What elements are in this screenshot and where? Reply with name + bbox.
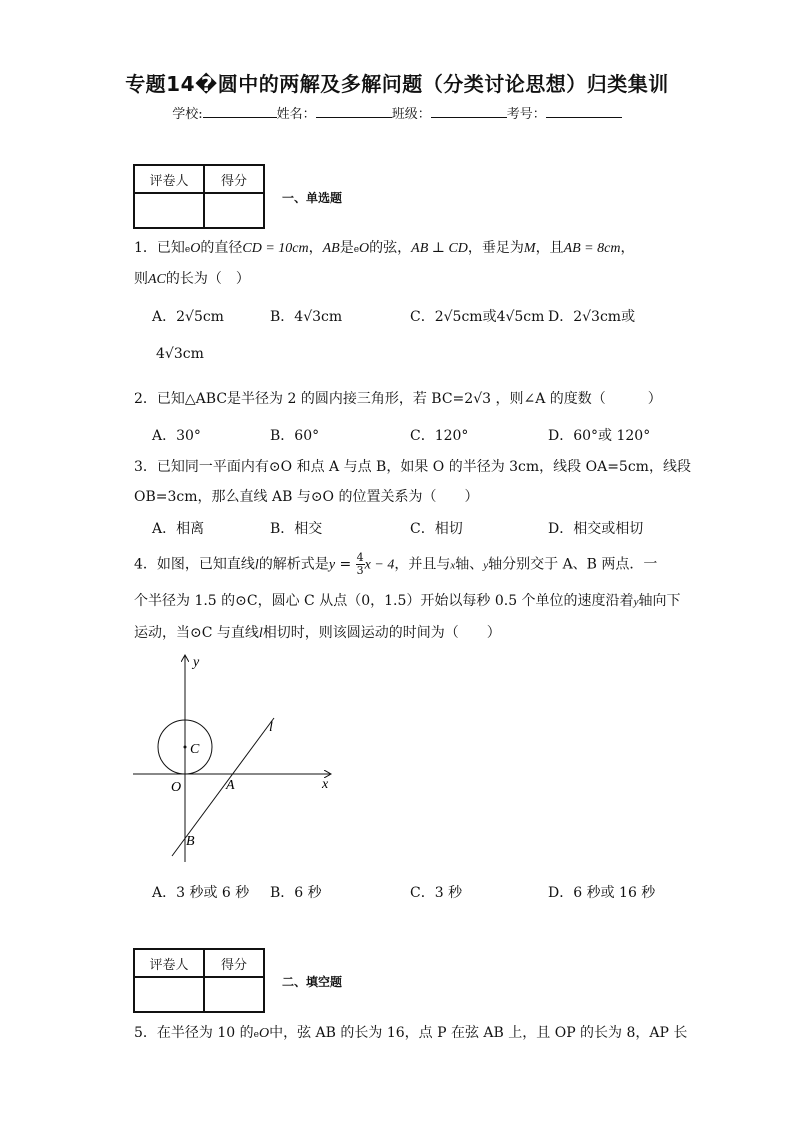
q1-option-a[interactable]: A．2√5cm <box>152 309 224 325</box>
school-label: 学校: <box>172 107 203 122</box>
point-a-label: A <box>226 778 235 793</box>
q2-option-a[interactable]: A．30° <box>152 428 201 444</box>
name-blank[interactable] <box>316 103 392 118</box>
page-title: 专题14�圆中的两解及多解问题（分类讨论思想）归类集训 <box>125 72 669 96</box>
q4-option-a[interactable]: A．3 秒或 6 秒 <box>152 885 250 901</box>
y-axis-label: y <box>193 655 200 670</box>
q3-option-c[interactable]: C．相切 <box>410 521 463 537</box>
q2-option-d[interactable]: D．60°或 120° <box>548 428 651 444</box>
grader-cell-2[interactable] <box>134 977 204 1012</box>
q4-option-b[interactable]: B．6 秒 <box>270 885 322 901</box>
number-label: 考号： <box>506 107 546 122</box>
line-l-label: l <box>269 720 273 735</box>
grader-header-2: 评卷人 <box>134 949 204 977</box>
question-1-line-1: 1．已知eO的直径CD = 10cm，AB是eO的弦，AB ⊥ CD，垂足为M，且AB = 8cm， <box>134 240 635 256</box>
point-b-label: B <box>186 834 195 849</box>
score-table-1 <box>133 164 265 229</box>
q1-option-d-cont: 4√3cm <box>156 346 204 362</box>
score-table-2 <box>133 948 265 1013</box>
score-header: 得分 <box>204 165 264 193</box>
q1-option-b[interactable]: B．4√3cm <box>270 309 343 325</box>
question-4-line-3: 运动，当⊙C 与直线l相切时，则该圆运动的时间为（ ） <box>134 625 501 641</box>
q3-option-d[interactable]: D．相交或相切 <box>548 521 644 537</box>
section-title-single-choice: 一、单选题 <box>282 191 343 205</box>
grader-header: 评卷人 <box>134 165 204 193</box>
score-header-2: 得分 <box>204 949 264 977</box>
q4-option-d[interactable]: D．6 秒或 16 秒 <box>548 885 656 901</box>
question-4-line-1: 4．如图，已知直线l的解析式是y = $\frac{4}{3}$ x − 4，并且与x轴、y轴分别交于 A、B 两点．一 <box>134 551 658 577</box>
section-title-fill-blank: 二、填空题 <box>282 975 343 989</box>
q1-option-c[interactable]: C．2√5cm或4√5cm <box>410 309 545 325</box>
origin-label: O <box>171 780 182 795</box>
fraction-4-3: $\frac{4}{3}$ <box>356 551 364 577</box>
q2-option-c[interactable]: C．120° <box>410 428 469 444</box>
class-label: 班级： <box>391 107 431 122</box>
q3-option-b[interactable]: B．相交 <box>270 521 323 537</box>
q1-option-d[interactable]: D．2√3cm或 <box>548 309 636 325</box>
q4-option-c[interactable]: C．3 秒 <box>410 885 463 901</box>
q3-option-a[interactable]: A．相离 <box>152 521 205 537</box>
student-info-line <box>0 103 794 122</box>
center-c-dot <box>184 746 187 749</box>
question-3-line-2: OB=3cm，那么直线 AB 与⊙O 的位置关系为（ ） <box>134 489 479 505</box>
question-1-line-2: 则AC的长为（ ） <box>134 271 250 287</box>
name-label: 姓名： <box>276 107 316 122</box>
number-blank[interactable] <box>546 103 622 118</box>
q2-option-b[interactable]: B．60° <box>270 428 320 444</box>
class-blank[interactable] <box>431 103 507 118</box>
score-cell-2[interactable] <box>204 977 264 1012</box>
score-cell[interactable] <box>204 193 264 228</box>
grader-cell[interactable] <box>134 193 204 228</box>
question-3-line-1: 3．已知同一平面内有⊙O 和点 A 与点 B，如果 O 的半径为 3cm，线段 OA=5cm，线段 <box>134 459 691 475</box>
question-4-line-2: 个半径为 1.5 的⊙C，圆心 C 从点（0，1.5）开始以每秒 0.5 个单位的速度沿着y轴向下 <box>134 593 681 609</box>
question-2: 2．已知△ABC是半径为 2 的圆内接三角形，若 BC=2√3 ，则∠A 的度数（ ） <box>134 391 662 407</box>
q4-coordinate-figure <box>125 650 345 865</box>
point-c-label: C <box>190 742 200 757</box>
question-5-line-1: 5．在半径为 10 的eO中，弦 AB 的长为 16，点 P 在弦 AB 上，且 OP 的长为 8，AP 长 <box>134 1025 688 1041</box>
x-axis-label: x <box>322 777 329 792</box>
school-blank[interactable] <box>203 103 277 118</box>
